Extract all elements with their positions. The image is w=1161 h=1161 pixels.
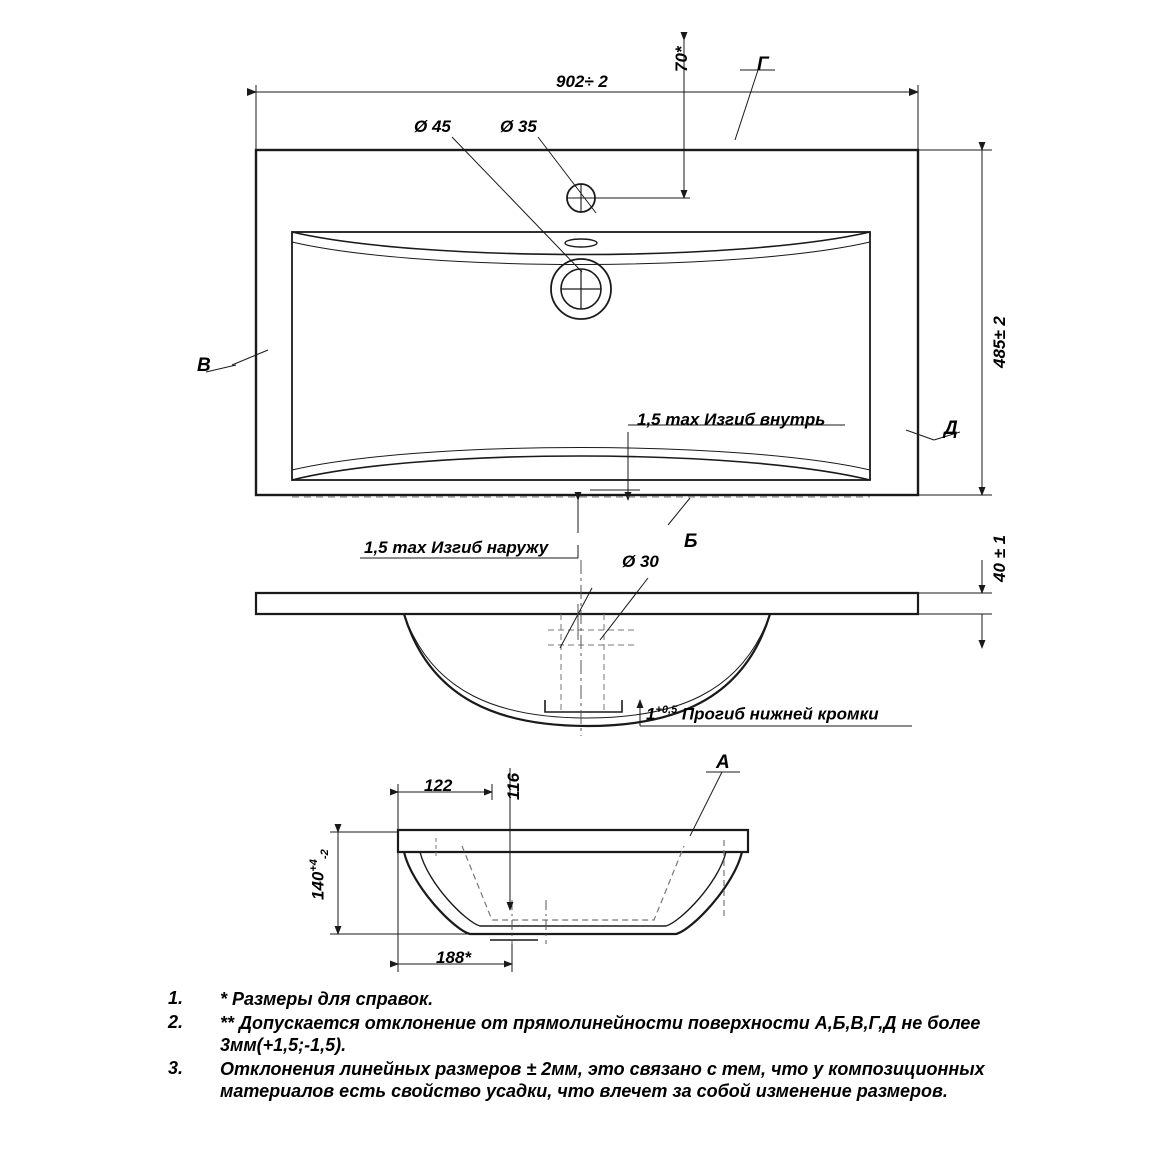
- note-bottom-value: 1: [646, 704, 656, 724]
- dim-188: 188*: [436, 948, 471, 967]
- label-b: Б: [684, 531, 698, 552]
- dim-140-sub: -2: [319, 849, 332, 860]
- note-bend-inside: 1,5 max Изгиб внутрь: [637, 410, 826, 429]
- dim-top-height: 485± 2: [990, 316, 1009, 368]
- section-view-geometry: [398, 830, 748, 944]
- note-item: [168, 1058, 998, 1102]
- note-number: 3.: [168, 1058, 184, 1078]
- note-bottom-tolerance: +0,5: [655, 704, 678, 716]
- front-view-dimension-lines: [560, 560, 992, 726]
- dim-hole-35: Ø 35: [500, 117, 537, 136]
- label-d: Д: [944, 418, 958, 439]
- notes-list: [168, 988, 998, 1104]
- dim-hole-30: Ø 30: [622, 552, 659, 571]
- note-item: [168, 1012, 998, 1056]
- note-bottom-deflection: [646, 704, 879, 725]
- dim-140-value: 140: [308, 871, 328, 900]
- label-v: В: [197, 355, 211, 376]
- label-g: Г: [757, 54, 769, 75]
- dim-thickness: 40 ± 1: [990, 534, 1009, 582]
- note-item: [168, 988, 998, 1010]
- dim-hole-offset: 70*: [672, 46, 691, 72]
- note-text: * Размеры для справок.: [220, 989, 434, 1009]
- dim-top-width: 902÷ 2: [556, 72, 608, 91]
- note-text: ** Допускается отклонение от прямолинейности поверхности А,Б,В,Г,Д не более 3мм(+1,5;-1,5).: [220, 1013, 981, 1055]
- note-number: 2.: [168, 1012, 184, 1032]
- label-a: А: [716, 752, 730, 773]
- dim-122: 122: [424, 776, 453, 795]
- note-bottom-text: Прогиб нижней кромки: [681, 704, 879, 724]
- note-number: 1.: [168, 988, 184, 1008]
- note-text: Отклонения линейных размеров ± 2мм, это связано с тем, что у композиционных материалов есть свойство усадки, что влечет за собой изменение размеров.: [220, 1059, 985, 1101]
- dim-116: 116: [504, 772, 523, 800]
- dim-140: [308, 849, 331, 900]
- dim-140-sup: +4: [308, 859, 320, 872]
- section-view-dimension-lines: [330, 768, 740, 972]
- note-bend-outside: 1,5 max Изгиб наружу: [364, 538, 549, 557]
- dim-hole-45: Ø 45: [414, 117, 451, 136]
